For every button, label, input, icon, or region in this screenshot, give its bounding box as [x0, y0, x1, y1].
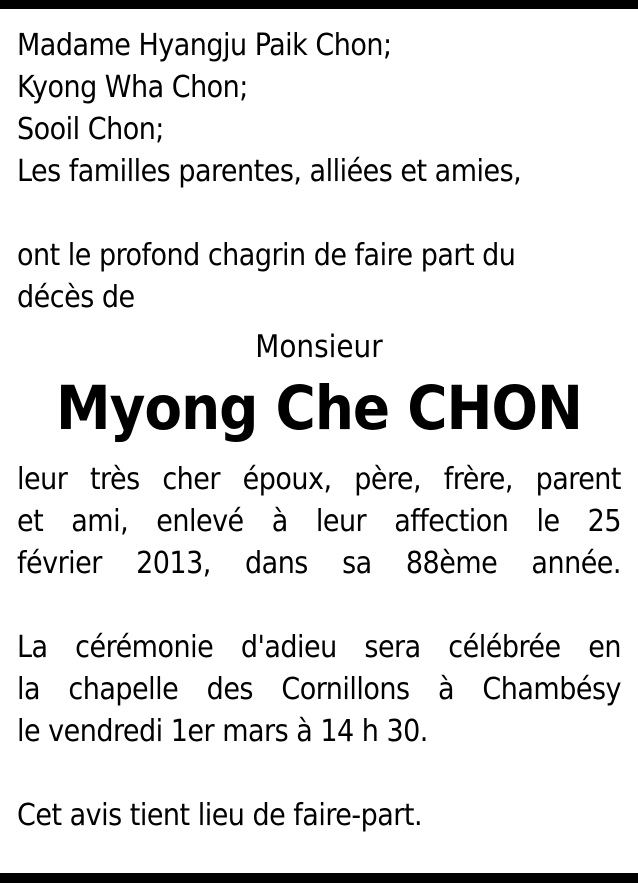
deceased-title: Monsieur: [255, 329, 383, 365]
closing-line: Cet avis tient lieu de faire-part.: [17, 798, 423, 833]
announcement-line: décès de: [17, 280, 135, 315]
ceremony-line: la chapelle des Cornillons à Chambésy: [17, 672, 621, 707]
paragraph-gap: [17, 585, 621, 627]
description-line: et ami, enlevé à leur affection le 25: [17, 504, 621, 539]
paragraph-gap: [17, 193, 621, 235]
ceremony-line: le vendredi 1er mars à 14 h 30.: [17, 714, 428, 749]
description-line: février 2013, dans sa 88ème année.: [17, 546, 621, 581]
description-line: leur très cher époux, père, frère, parent: [17, 462, 621, 497]
family-member-line: Sooil Chon;: [17, 112, 164, 147]
family-member-line: Madame Hyangju Paik Chon;: [17, 28, 392, 63]
deceased-name: Myong Che CHON: [55, 373, 582, 444]
ceremony-line: La cérémonie d'adieu sera célébrée en: [17, 630, 621, 665]
paragraph-gap: [17, 753, 621, 795]
announcement-line: ont le profond chagrin de faire part du: [17, 238, 516, 273]
family-member-line: Kyong Wha Chon;: [17, 70, 248, 105]
family-relatives-line: Les familles parentes, alliées et amies,: [17, 154, 522, 189]
notice-content: [17, 25, 621, 837]
